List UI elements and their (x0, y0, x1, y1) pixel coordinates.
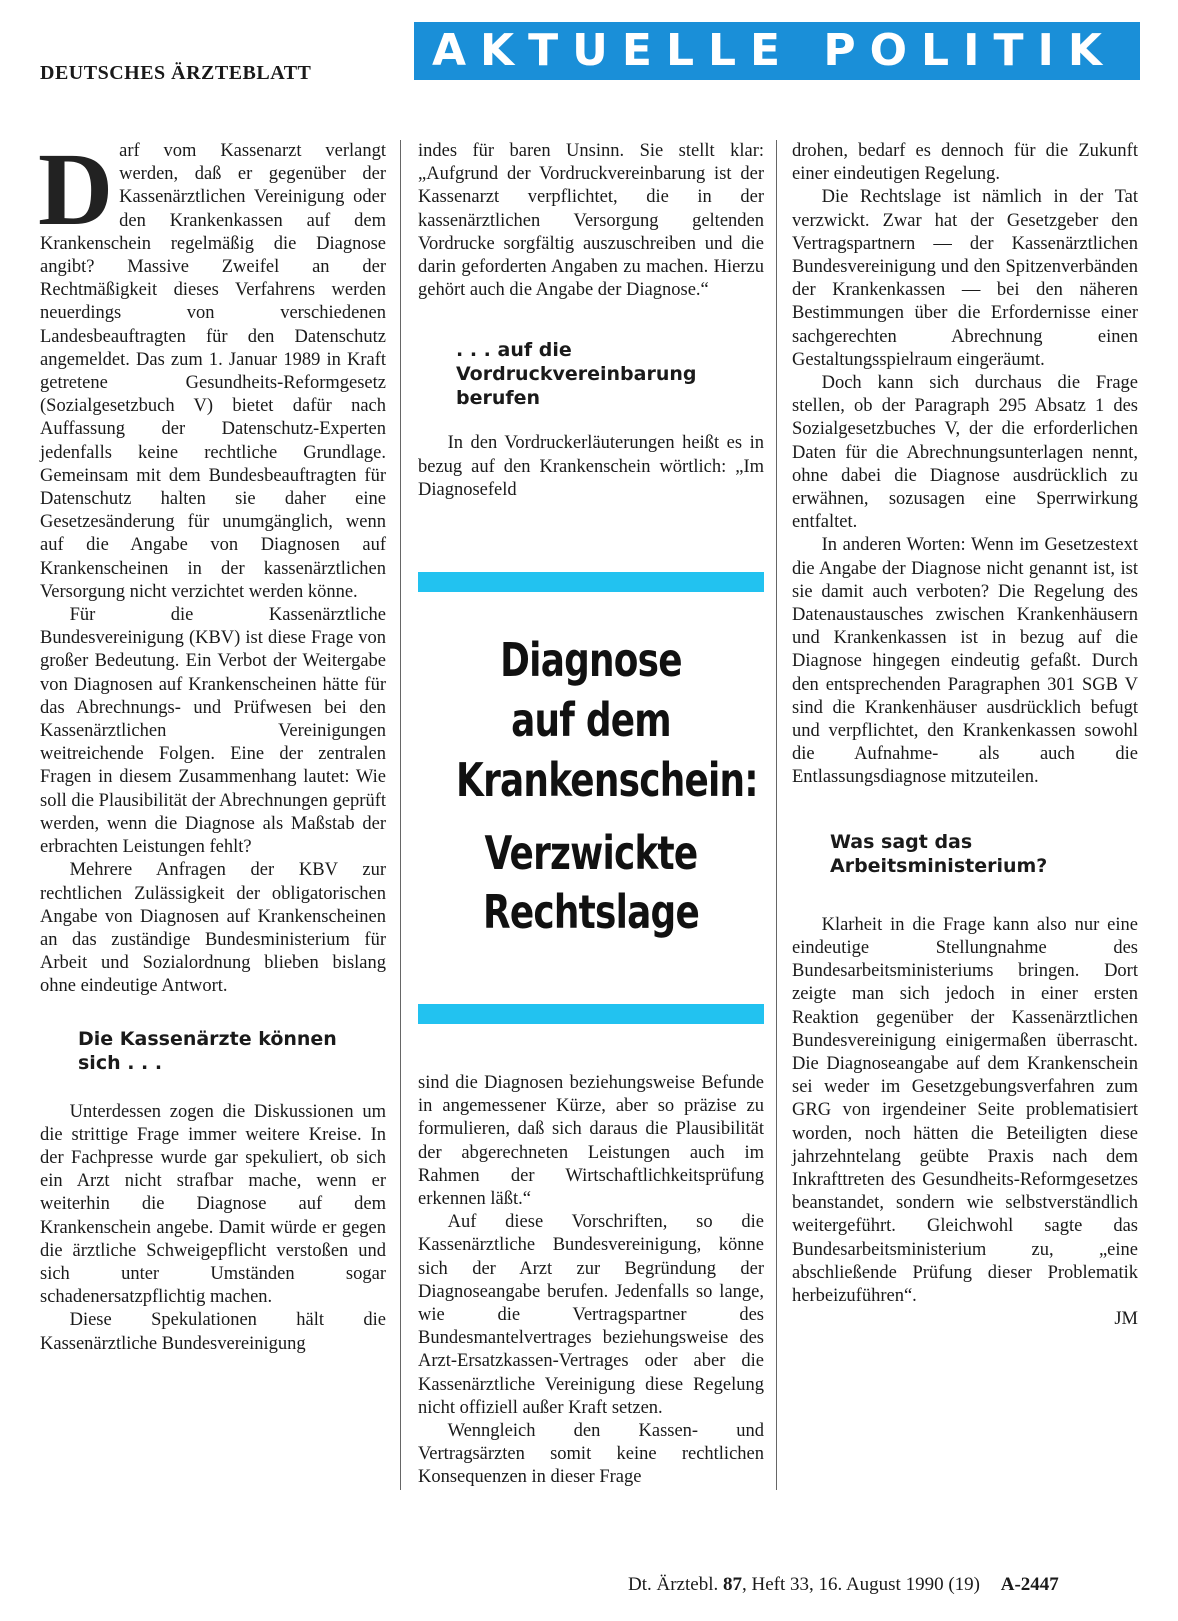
headline-bar-bottom (418, 1004, 764, 1024)
headline-line: auf dem (511, 693, 671, 747)
paragraph: drohen, bedarf es dennoch für die Zukunft einer eindeutigen Regelung. (792, 141, 1138, 185)
paragraph (38, 132, 386, 604)
headline-line: Krankenschein: (456, 753, 758, 807)
headline-line: Rechtslage (482, 885, 700, 939)
paragraph: In den Vordruckerläuterungen heißt es in bezug auf den Krankenschein wörtlich: „Im Diagnosefeld (418, 433, 764, 500)
headline-bar-top (418, 572, 764, 592)
subheading: Die Kassenärzte können sich . . . (78, 1027, 337, 1074)
column-3 (792, 140, 1138, 1331)
paragraph: Auf diese Vorschriften, so die Kassenärztliche Bundesvereinigung, könne sich der Arzt zur Begründung der Diagnoseangabe berufen. Jedenfalls so lange, wie die Vertragspartner des Bundesmantelvertrages beziehungsweise des Arzt-Ersatzkassen-Vertrages oder aber die Kassenärztliche Vereinigung diese Regelung nicht offiziell außer Kraft setzen. (418, 1212, 764, 1418)
section-banner: AKTUELLE POLITIK (414, 22, 1140, 80)
subheading: Was sagt das Arbeitsministerium? (830, 830, 1048, 877)
drop-cap: D (38, 132, 114, 247)
column-divider (776, 140, 777, 1490)
headline (418, 630, 764, 942)
paragraph: indes für baren Unsinn. Sie stellt klar: „Aufgrund der Vordruckvereinbarung ist der Kassenarzt verpflichtet, die in der kassenärztlichen Versorgung geltenden Vordrucke sorgfältig auszuschreiben und die darin geforderten Angaben zu machen. Hierzu gehört auch die Angabe der Diagnose.“ (418, 141, 764, 301)
paragraph: Klarheit in die Frage kann also nur eine eindeutige Stellungnahme des Bundesarbeitsministeriums bringen. Dort zeigte man sich jedoch in einer ersten Reaktion gegenüber der Kassenärztlichen Bundesvereinigung einigermaßen überrascht. Die Diagnoseangabe auf dem Krankenschein sei weder im Gesetzgebungsverfahren zum GRG von irgendeiner Seite problematisiert worden, noch hätten die Beteiligten diese jahrzehntelang geübte Praxis nach dem Inkrafttreten des Gesundheits-Reformgesetzes beanstandet, sondern wie selbstverständlich weitergeführt. Gleichwohl sagte das Bundesarbeitsministerium zu, „eine abschließende Prüfung dieser Problematik herbeizuführen“. (792, 914, 1138, 1306)
column-2-top (418, 140, 764, 502)
author-signature: JM (1114, 1309, 1138, 1330)
paragraph: Wenngleich den Kassen- und Vertragsärzten somit keine rechtlichen Konsequenzen in dieser Frage (418, 1421, 764, 1488)
paragraph: Diese Spekulationen hält die Kassenärztliche Bundesvereinigung (40, 1310, 386, 1354)
column-divider (400, 140, 401, 1490)
column-1 (38, 132, 386, 1356)
masthead: DEUTSCHES ÄRZTEBLATT (40, 62, 312, 84)
headline-line: Verzwickte (484, 826, 698, 880)
paragraph: In anderen Worten: Wenn im Gesetzestext die Angabe der Diagnose nicht genannt ist, ist sie damit auch verboten? Die Regelung des Datenaustausches zwischen Krankenhäusern und Krankenkassen ist in bezug auf die Diagnose hingegen eindeutig gefaßt. Durch den entsprechenden Paragraphen 301 SGB V sind die Krankenhäuser ausdrücklich befugt und verpflichtet, den Krankenkassen sowohl die Aufnahme- als auch die Entlassungsdiagnose mitzuteilen. (792, 535, 1138, 788)
headline-line: Diagnose (500, 633, 682, 687)
issue-info: , Heft 33, 16. August 1990 (19) (741, 1574, 980, 1595)
paragraph: Die Rechtslage ist nämlich in der Tat verzwickt. Zwar hat der Gesetzgeber den Vertragspartnern — der Kassenärztlichen Bundesvereinigung und den Spitzenverbänden der Krankenkassen — bei den näheren Bestimmungen über die Erfordernisse einer sachgerechten Abrechnung einen Gestaltungsspielraum eingeräumt. (792, 187, 1138, 370)
paragraph: Mehrere Anfragen der KBV zur rechtlichen Zulässigkeit der obligatorischen Angabe von Diagnosen auf Krankenscheinen an das zuständige Bundesministerium für Arbeit und Sozialordnung blieben bislang ohne eindeutige Antwort. (40, 860, 386, 997)
subheading: . . . auf die Vordruckvereinbarung berufen (456, 339, 697, 410)
paragraph: Für die Kassenärztliche Bundesvereinigung (KBV) ist diese Frage von großer Bedeutung. Ein Verbot der Weitergabe von Diagnosen auf Krankenscheinen hätte für das Abrechnungs- und Prüfwesen bei den Kassenärztlichen Vereinigungen weitreichende Folgen. Eine der zentralen Fragen in diesem Zusammenhang lautet: Wie soll die Plausibilität der Abrechnungen geprüft werden, wenn die Diagnose als Maßstab der erbrachten Leistungen fehlt? (40, 605, 386, 858)
column-2-bottom (418, 1072, 764, 1490)
volume-number: 87 (722, 1574, 742, 1595)
page-number: A-2447 (1000, 1574, 1059, 1595)
paragraph: sind die Diagnosen beziehungsweise Befunde in angemessener Kürze, aber so präzise zu formulieren, daß sich daraus die Plausibilität der abgerechneten Leistungen auch im Rahmen der Wirtschaftlichkeitsprüfung erkennen läßt.“ (418, 1073, 764, 1210)
paragraph: Unterdessen zogen die Diskussionen um die strittige Frage immer weitere Kreise. In der Fachpresse wurde gar spekuliert, ob sich ein Arzt nicht strafbar mache, wenn er weiterhin die Diagnose auf dem Krankenschein angebe. Damit würde er gegen die ärztliche Schweigepflicht verstoßen und sich unter Umständen sogar schadenersatzpflichtig machen. (40, 1101, 386, 1308)
journal-name: Dt. Ärztebl. (628, 1574, 719, 1595)
paragraph-text: arf vom Kassenarzt verlangt werden, daß er gegenüber der Kassenärztlichen Vereinigung oder den Krankenkassen auf dem Krankenschein regelmäßig die Diagnose angibt? Massive Zweifel an der Rechtmäßigkeit dieses Verfahrens werden neuerdings von verschiedenen Landesbeauftragten für den Datenschutz angemeldet. Das zum 1. Januar 1989 in Kraft getretene Gesundheits-Reformgesetz (Sozialgesetzbuch V) bietet dafür nach Auffassung der Datenschutz-Experten jedenfalls keine rechtliche Grundlage. Gemeinsam mit dem Bundesbeauftragten für Datenschutz halten sie daher eine Gesetzesänderung für unumgänglich, wenn auf die Angabe von Diagnosen auf Krankenscheinen in der kassenärztlichen Versorgung nicht verzichtet werden könne. (40, 141, 386, 602)
page-footer (628, 1574, 1059, 1596)
paragraph: Doch kann sich durchaus die Frage stellen, ob der Paragraph 295 Absatz 1 des Sozialgesetzbuches V, der die erforderlichen Daten für die Abrechnungsunterlagen nennt, ohne dabei die Diagnose ausdrücklich zu erwähnen, sozusagen eine Sperrwirkung entfaltet. (792, 373, 1138, 533)
